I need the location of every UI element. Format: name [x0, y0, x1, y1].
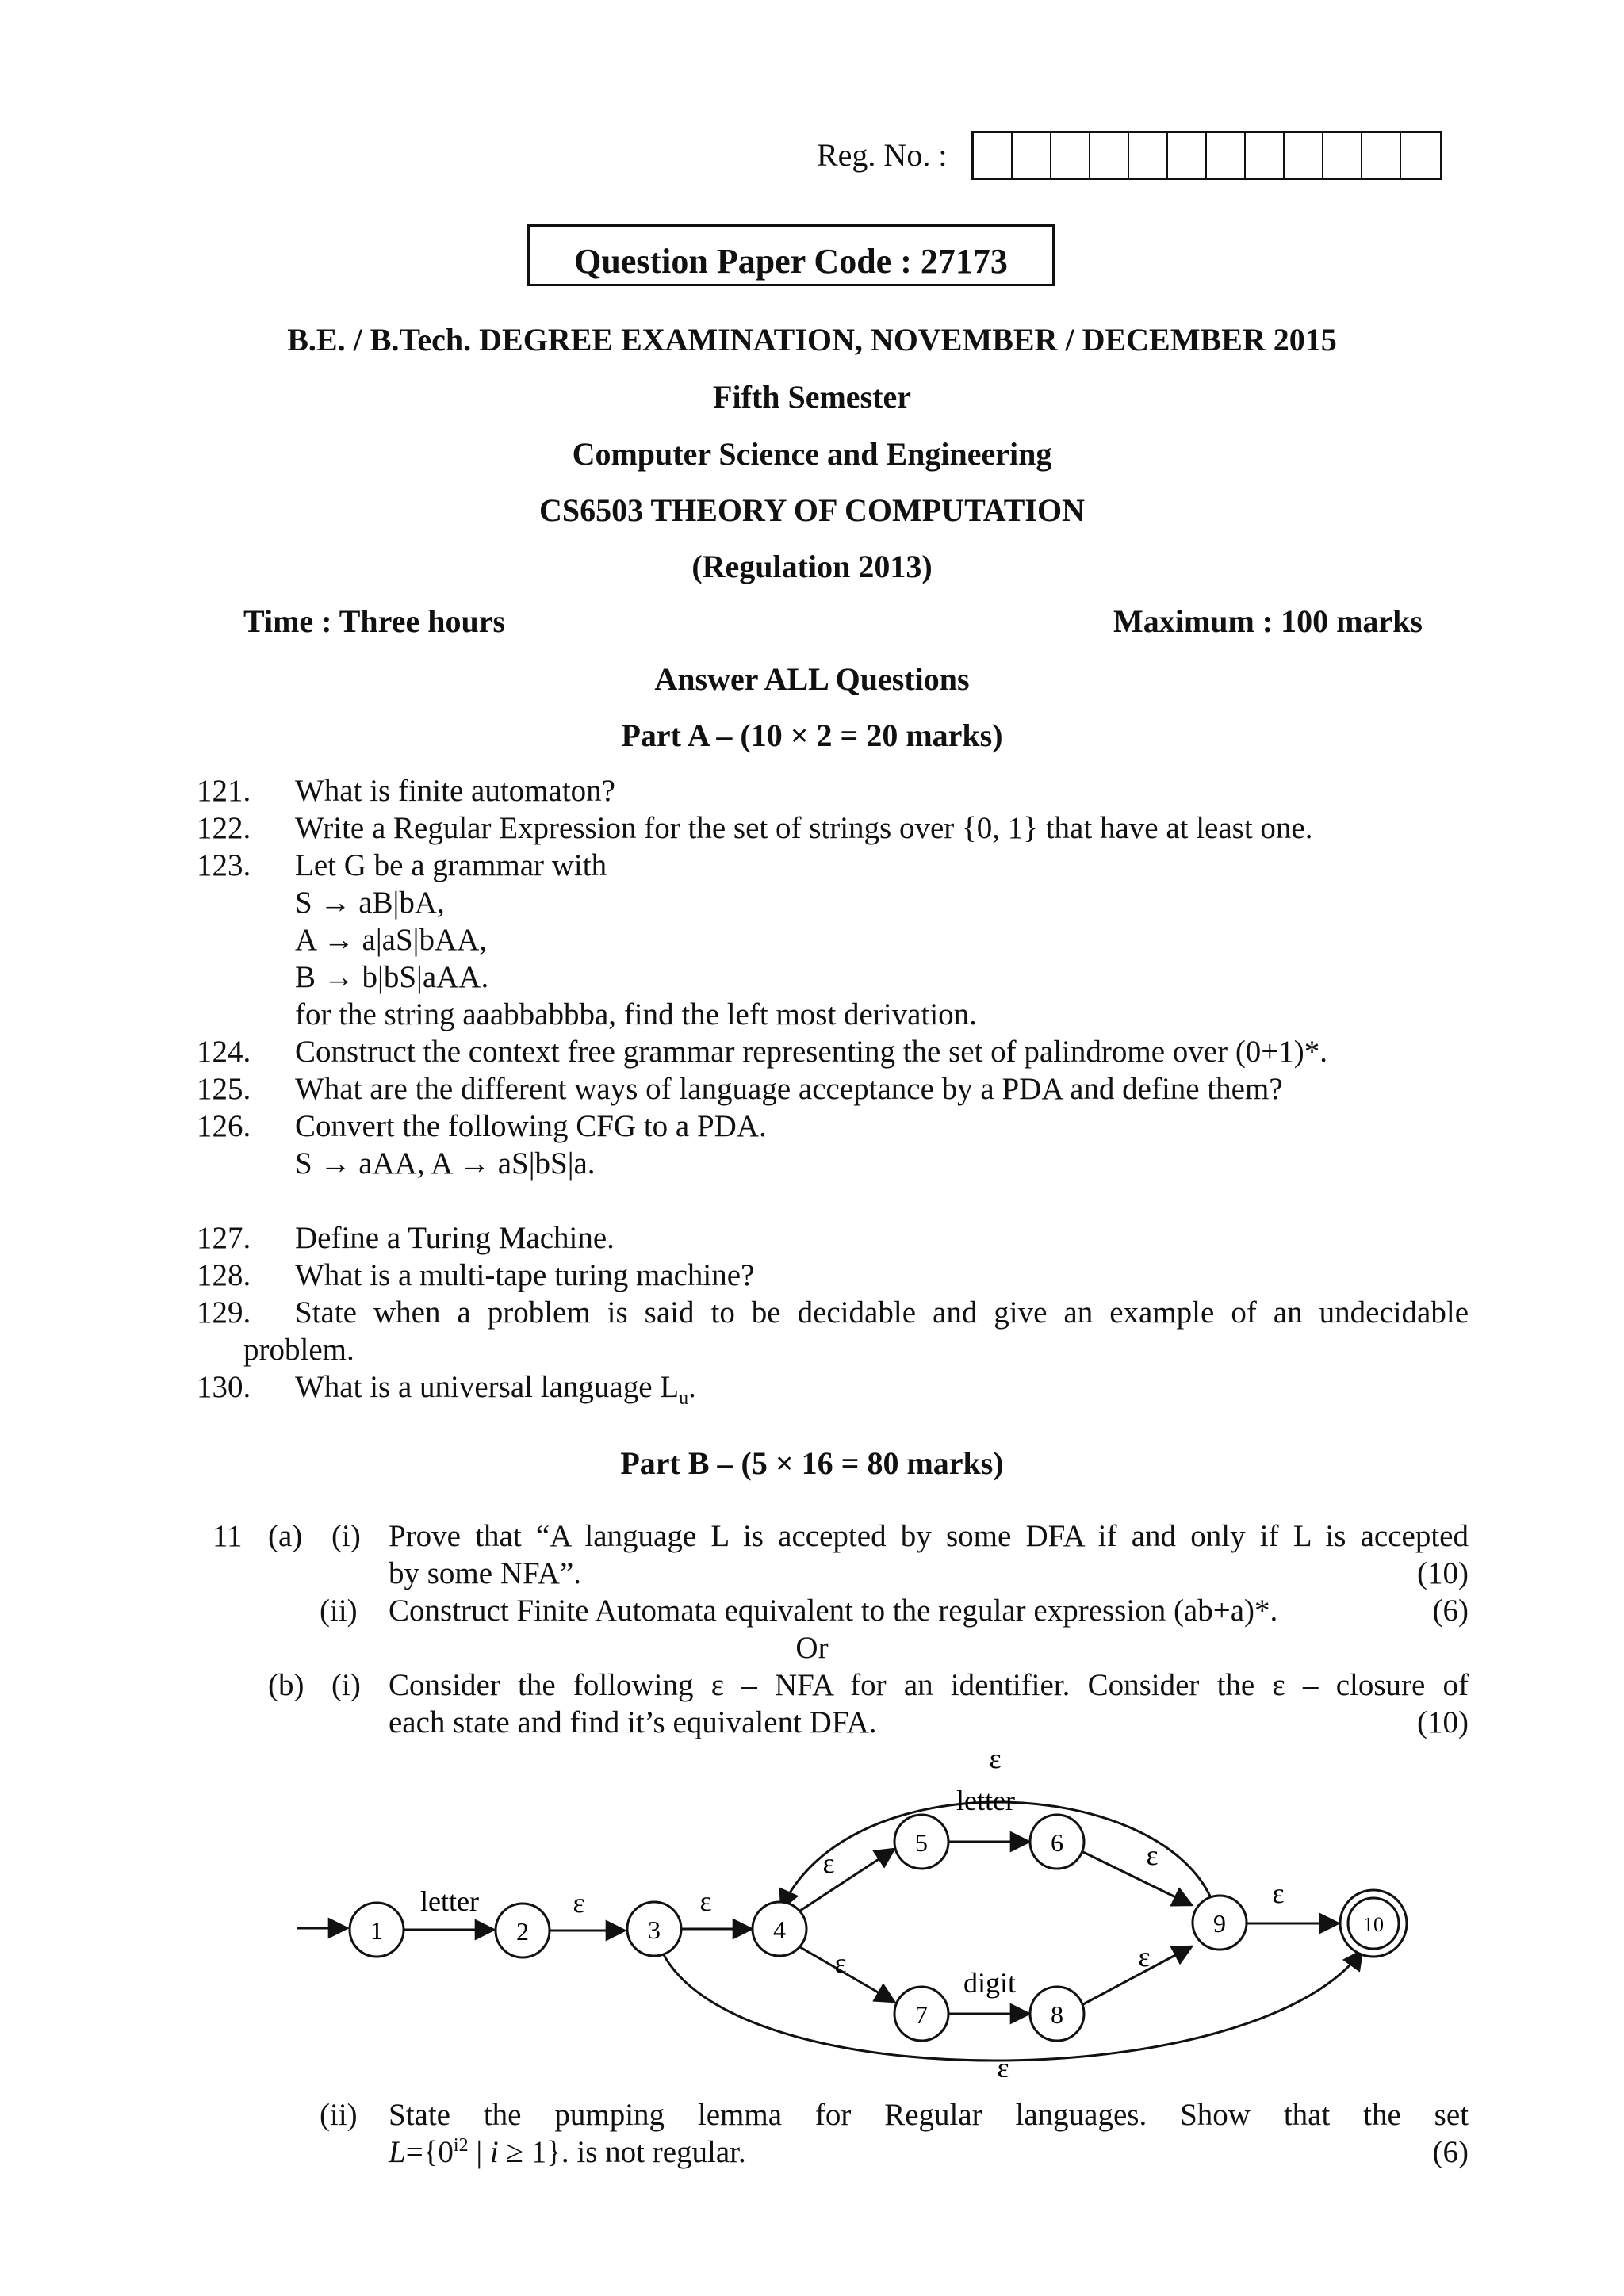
question-text: State the pumping lemma for Regular languages. Show that the set: [389, 2098, 1469, 2132]
label-9-10: ε: [1272, 1877, 1285, 1909]
sub-label: (i): [331, 1668, 361, 1702]
instruction: Answer ALL Questions: [654, 661, 970, 697]
question-text-main: What is a universal language L: [295, 1370, 680, 1404]
question-text: What is finite automaton?: [295, 774, 615, 808]
question-number: 130.: [197, 1370, 251, 1404]
label-3-4: ε: [699, 1885, 712, 1917]
reg-no-cell: [1323, 133, 1362, 178]
grammar-rule: S → aB|bA,: [295, 886, 445, 920]
or-separator: Or: [795, 1631, 829, 1665]
question-text: What are the different ways of language acceptance by a PDA and define them?: [295, 1072, 1283, 1106]
question-text: for the string aaabbabbba, find the left most derivation.: [295, 997, 977, 1031]
question-text-continued: problem.: [243, 1333, 354, 1367]
reg-no-boxes: [971, 131, 1442, 180]
question-number: 127.: [197, 1221, 251, 1255]
label-1-2: letter: [420, 1885, 479, 1917]
exam-title: B.E. / B.Tech. DEGREE EXAMINATION, NOVEMBER / DECEMBER 2015: [287, 322, 1337, 358]
state-4: [753, 1902, 806, 1956]
reg-no-label: Reg. No. :: [817, 137, 948, 173]
question-text: by some NFA”.: [389, 1556, 582, 1590]
label-2-3: ε: [573, 1887, 585, 1919]
reg-no-cell: [1013, 133, 1051, 178]
state-8: [1030, 1987, 1084, 2041]
reg-no-cell: [1362, 133, 1401, 178]
subscript: u: [679, 1387, 689, 1409]
question-text: Let G be a grammar with: [295, 848, 607, 882]
question-number: 122.: [197, 811, 251, 845]
question-text: Prove that “A language L is accepted by some DFA if and only if L is accepted: [389, 1519, 1469, 1553]
state-label: 6: [1051, 1828, 1063, 1857]
grammar-rule: B → b|bS|aAA.: [295, 960, 489, 994]
reg-no-cell: [1051, 133, 1090, 178]
marks: (10): [1417, 1556, 1469, 1590]
reg-no-cell: [1168, 133, 1207, 178]
department: Computer Science and Engineering: [572, 436, 1052, 472]
state-2: [496, 1904, 550, 1957]
label-7-8: digit: [963, 1967, 1017, 1999]
math-var: L: [389, 2135, 406, 2169]
question-text: Define a Turing Machine.: [295, 1221, 615, 1255]
grammar-rule: S → aAA, A → aS|bS|a.: [295, 1146, 596, 1181]
label-4-7: ε: [834, 1947, 847, 1979]
sub-label: (ii): [320, 2098, 358, 2132]
grammar-rule: A → a|aS|bAA,: [295, 923, 488, 957]
max-marks: Maximum : 100 marks: [1113, 603, 1423, 639]
question-number: 124.: [197, 1035, 251, 1069]
question-number: 11: [213, 1519, 243, 1553]
label-6-9: ε: [1146, 1839, 1159, 1871]
reg-no-cell: [1129, 133, 1168, 178]
question-text: Consider the following ε – NFA for an identifier. Consider the ε – closure of: [389, 1668, 1469, 1702]
part-b-heading: Part B – (5 × 16 = 80 marks): [620, 1445, 1004, 1481]
superscript: i2: [453, 2135, 469, 2156]
question-text: Write a Regular Expression for the set of strings over {0, 1} that have at least one.: [295, 811, 1313, 845]
state-7: [894, 1987, 948, 2041]
paper-code: Question Paper Code : 27173: [527, 224, 1055, 286]
semester: Fifth Semester: [713, 379, 911, 415]
reg-no-cell: [1246, 133, 1285, 178]
question-text: [389, 2134, 746, 2170]
time-allowed: Time : Three hours: [243, 603, 506, 639]
question-text: State when a problem is said to be decidable and give an example of an undecidable: [295, 1295, 1469, 1330]
sub-label: (ii): [320, 1594, 358, 1628]
state-1: [350, 1903, 404, 1957]
option-label: (a): [268, 1519, 303, 1553]
state-10-accepting: [1340, 1890, 1407, 1957]
question-text-tail: .: [688, 1370, 696, 1404]
course-title: CS6503 THEORY OF COMPUTATION: [539, 492, 1085, 528]
math-var: i: [489, 2135, 499, 2169]
math-text: ≥ 1}. is not regular.: [498, 2135, 746, 2169]
state-label: 2: [516, 1917, 529, 1946]
reg-no-cell: [974, 133, 1013, 178]
state-3: [627, 1902, 681, 1956]
marks: (6): [1432, 1594, 1469, 1628]
state-label: 1: [370, 1916, 383, 1945]
label-4-5: ε: [822, 1847, 835, 1879]
edge-4-5: [800, 1849, 894, 1911]
math-text: |: [468, 2135, 490, 2169]
epsilon-nfa-diagram: [0, 1744, 1624, 2077]
question-number: 125.: [197, 1072, 251, 1106]
state-label: 10: [1363, 1913, 1384, 1936]
state-label: 5: [915, 1828, 928, 1857]
sub-label: (i): [331, 1519, 361, 1553]
state-5: [894, 1815, 948, 1869]
question-text: What is a multi-tape turing machine?: [295, 1258, 755, 1292]
question-number: 121.: [197, 774, 251, 808]
question-text: each state and find it’s equivalent DFA.: [389, 1705, 877, 1739]
question-text: Construct Finite Automata equivalent to the regular expression (ab+a)*.: [389, 1594, 1278, 1628]
marks: (10): [1417, 1705, 1469, 1739]
question-number: 126.: [197, 1109, 251, 1143]
question-text: Construct the context free grammar representing the set of palindrome over (0+1)*.: [295, 1035, 1328, 1069]
question-text: Convert the following CFG to a PDA.: [295, 1109, 767, 1143]
edge-6-9: [1083, 1852, 1192, 1905]
question-number: 128.: [197, 1258, 251, 1292]
state-6: [1030, 1815, 1084, 1869]
state-label: 9: [1213, 1909, 1226, 1938]
regulation: (Regulation 2013): [691, 549, 933, 584]
option-label: (b): [268, 1668, 304, 1702]
edge-4-7: [800, 1947, 894, 2002]
state-9: [1193, 1896, 1247, 1950]
math-text: ={0: [405, 2135, 454, 2169]
part-a-heading: Part A – (10 × 2 = 20 marks): [621, 718, 1003, 753]
marks: (6): [1432, 2135, 1469, 2169]
label-3-10: ε: [997, 2052, 1009, 2077]
reg-no-cell: [1207, 133, 1246, 178]
label-8-9: ε: [1138, 1941, 1151, 1973]
state-label: 8: [1051, 2000, 1063, 2029]
label-9-4: ε: [989, 1744, 1002, 1774]
question-text: [295, 1369, 696, 1410]
reg-no-cell: [1285, 133, 1323, 178]
question-number: 123.: [197, 848, 251, 882]
state-label: 3: [648, 1915, 661, 1944]
reg-no-cell: [1090, 133, 1129, 178]
state-label: 7: [915, 2000, 928, 2029]
state-label: 4: [773, 1915, 786, 1944]
question-number: 129.: [197, 1295, 251, 1330]
reg-no-cell: [1401, 133, 1440, 178]
label-5-6: letter: [956, 1785, 1015, 1816]
